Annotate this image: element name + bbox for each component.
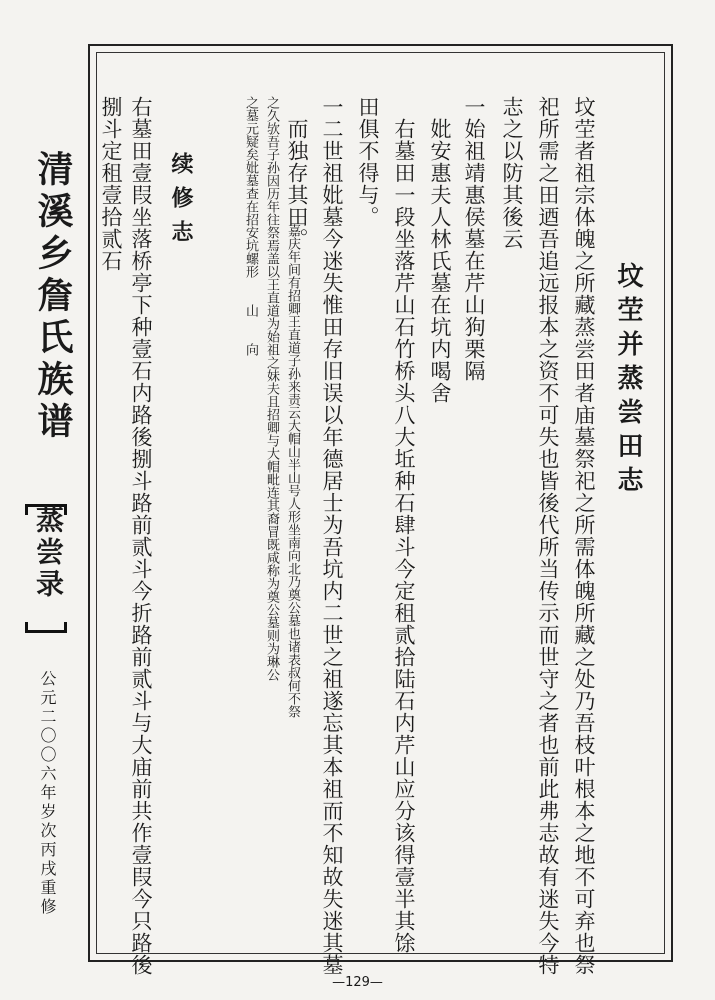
- annotation-column: 之墓元疑矣妣墓查在招安坑螺形 山 向: [243, 96, 258, 356]
- text-column: 一始祖靖惠侯墓在芹山狗栗隔: [462, 96, 486, 382]
- page-number: —129—: [332, 975, 383, 990]
- section-tag-bracket-bottom: [25, 622, 67, 633]
- text-column: 右墓田壹叚坐落桥亭下种壹石内路後捌斗路前贰斗今折路前贰斗与大庙前共作壹叚今只路後: [129, 96, 153, 976]
- text-column: 坟茔者祖宗体魄之所藏蒸尝田者庙墓祭祀之所需体魄所藏之处乃吾枝叶根本之地不可弃也祭: [572, 96, 596, 976]
- supplement-title: 续修志: [168, 152, 194, 254]
- text-column: 田俱不得与。: [356, 96, 380, 228]
- text-column: 捌斗定租壹拾贰石: [99, 96, 123, 272]
- section-tag: 蒸尝录: [32, 505, 65, 601]
- text-column: 右墓田一段坐落芹山石竹桥头八大坵种石肆斗今定租贰拾陆石内芹山应分该得壹半其馀: [392, 118, 416, 954]
- text-column: 祀所需之田迺吾追远报本之资不可失也皆後代所当传示而世守之者也前此弗志故有迷失今特: [536, 96, 560, 976]
- section-title: 坟茔并蒸尝田志: [613, 262, 643, 500]
- book-title: 清溪乡詹氏族谱: [32, 150, 74, 444]
- text-column: 志之以防其後云: [500, 96, 524, 250]
- text-column: 妣安惠夫人林氏墓在坑内喝舍: [428, 118, 452, 404]
- edition-note: 公元二〇〇六年岁次丙戌重修: [38, 670, 57, 917]
- text-column: 而独存其田。: [285, 118, 309, 250]
- annotation-column: 之久欤吾子孙因历年往祭焉盖以王直道为始祖之妹夫且招卿与大帽毗连其裔冒既咸称为奠公墓则为琳公: [264, 96, 279, 681]
- text-column: 一二世祖妣墓今迷失惟田存旧误以年德居士为吾坑内二世之祖遂忘其本祖而不知故失迷其墓: [320, 96, 344, 976]
- annotation-column: 嘉庆年间有招卿王直道子孙来责云大帽山半山号人形坐南向北乃奠公墓也诸表叔何不祭: [285, 224, 300, 718]
